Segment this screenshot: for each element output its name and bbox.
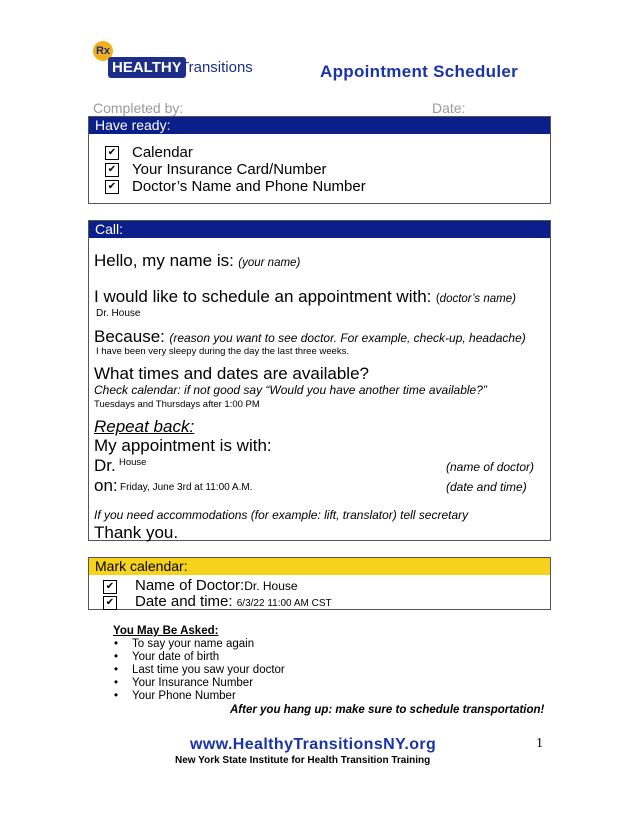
datetime-value: 6/3/22 11:00 AM CST [236,598,332,609]
doctor-row [135,577,298,594]
logo-healthy: HEALTHY [108,57,186,78]
because-answer: I have been very sleepy during the day the last three weeks. [96,346,349,357]
completed-by-label: Completed by: [93,100,184,116]
accommodations-note: If you need accommodations (for example: lift, translator) tell secretary [94,508,469,522]
list-item: • Your Phone Number [114,690,285,703]
repeat-back-heading: Repeat back: [94,417,195,436]
mark-calendar-section [88,557,551,610]
my-appointment-text: My appointment is with: [94,436,272,455]
list-item: • Your date of birth [114,651,285,664]
call-heading: Call: [89,221,550,238]
logo-transitions: Transitions [180,59,253,76]
mark-calendar-heading: Mark calendar: [89,558,550,575]
doctor-label: Name of Doctor: [135,577,245,594]
doctor-value: Dr. House [244,579,298,593]
list-item: • To say your name again [114,638,285,651]
checkbox-date-time[interactable]: ✔ [103,596,117,610]
after-hangup-note: After you hang up: make sure to schedule transportation! [230,704,545,716]
because-hint: (reason you want to see doctor. For example, check-up, headache) [169,331,526,345]
date-label: Date: [432,100,466,116]
hello-text: Hello, my name is: [94,251,234,270]
datetime-row [135,593,332,610]
hello-hint: (your name) [238,257,301,269]
may-be-asked-heading: You May Be Asked: [113,625,219,637]
schedule-text: I would like to schedule an appointment with: [94,287,432,306]
schedule-line [94,287,516,307]
hello-line [94,251,300,271]
logo-rx-badge: Rx [93,41,113,61]
schedule-hint: doctor’s name) [439,293,516,305]
may-be-asked-list [114,638,285,703]
on-hint: (date and time) [446,480,527,494]
checkbox-insurance[interactable]: ✔ [105,163,119,177]
list-item: • Your Insurance Number [114,677,285,690]
have-ready-item: Your Insurance Card/Number [132,161,327,178]
checkbox-calendar[interactable]: ✔ [105,146,119,160]
schedule-hint-open: ( [435,293,440,305]
have-ready-section [88,116,551,204]
dr-answer: House [119,457,147,468]
page-number: 1 [536,736,543,751]
have-ready-item: Calendar [132,144,193,161]
have-ready-heading: Have ready: [89,117,550,134]
datetime-label: Date and time: [135,593,233,610]
call-section [88,220,551,541]
checkbox-doctor-info[interactable]: ✔ [105,180,119,194]
times-hint: Check calendar: if not good say “Would you have another time available?” [94,383,487,397]
doctor-answer: Dr. House [96,308,141,319]
because-text: Because: [94,327,165,346]
list-item: • Last time you saw your doctor [114,664,285,677]
dr-label: Dr. [94,456,116,475]
footer-url[interactable]: www.HealthyTransitionsNY.org [190,736,437,753]
on-answer: Friday, June 3rd at 11:00 A.M. [120,482,253,493]
dr-hint: (name of doctor) [446,460,535,474]
footer-institute: New York State Institute for Health Transition Training [175,755,431,766]
thank-you: Thank you. [94,523,179,542]
checkbox-doctor-name[interactable]: ✔ [103,580,117,594]
page-title: Appointment Scheduler [320,62,519,81]
times-question: What times and dates are available? [94,364,369,383]
times-answer: Tuesdays and Thursdays after 1:00 PM [94,399,260,410]
because-line [94,327,526,347]
on-label: on: [94,476,118,495]
have-ready-item: Doctor’s Name and Phone Number [132,178,366,195]
